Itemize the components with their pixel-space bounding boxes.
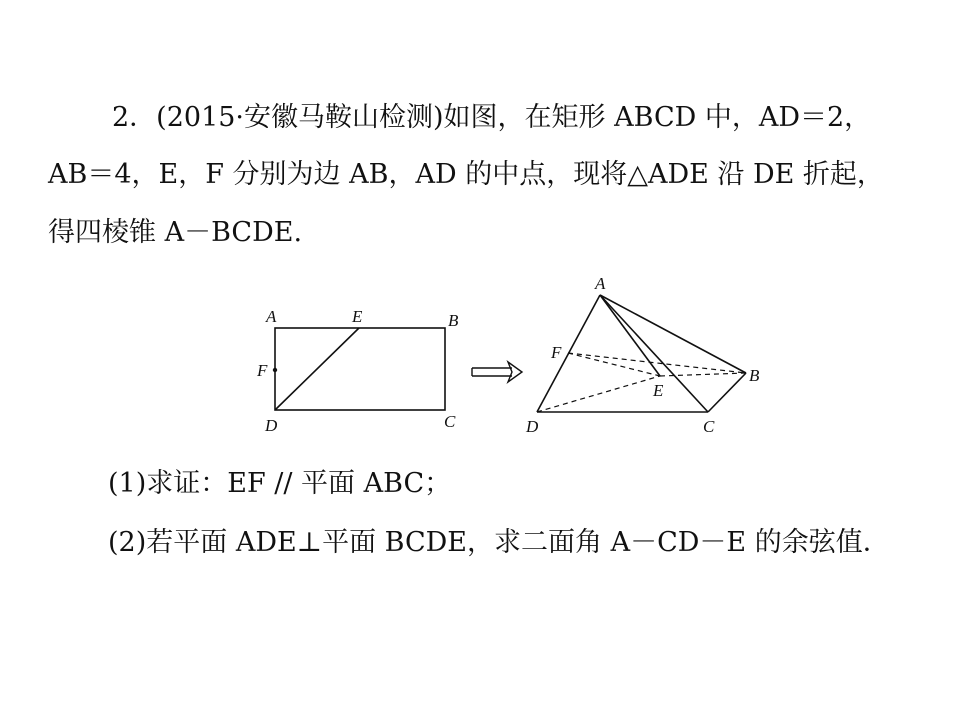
problem-line-2: AB＝4，E，F 分别为边 AB，AD 的中点，现将△ADE 沿 DE 折起， bbox=[48, 159, 884, 190]
label-e-right: E bbox=[653, 381, 664, 400]
label-d-right: D bbox=[526, 417, 539, 436]
label-a-left: A bbox=[266, 307, 277, 326]
label-d-left: D bbox=[265, 416, 278, 435]
question-2: (2)若平面 ADE⊥平面 BCDE，求二面角 A－CD－E 的余弦值． bbox=[108, 527, 890, 558]
problem-line-1: 2．(2015·安徽马鞍山检测)如图，在矩形 ABCD 中，AD＝2， bbox=[112, 102, 872, 133]
segment-de bbox=[275, 328, 359, 410]
edge-ae bbox=[600, 295, 660, 376]
edge-ab bbox=[600, 295, 746, 373]
question-1: (1)求证：EF // 平面 ABC； bbox=[108, 468, 452, 499]
pyramid-figure bbox=[525, 274, 760, 436]
label-c-left: C bbox=[444, 412, 456, 431]
label-b-right: B bbox=[749, 366, 760, 385]
dashed-de bbox=[537, 376, 660, 412]
label-b-left: B bbox=[448, 311, 459, 330]
label-a-right: A bbox=[595, 274, 606, 293]
problem-line-3: 得四棱锥 A－BCDE. bbox=[48, 217, 303, 248]
label-f-left: F bbox=[257, 361, 268, 380]
label-c-right: C bbox=[703, 417, 715, 436]
rectangle-figure bbox=[256, 307, 459, 435]
edge-cb bbox=[708, 373, 746, 412]
point-f bbox=[273, 368, 277, 372]
label-e-left: E bbox=[352, 307, 363, 326]
arrow-icon bbox=[472, 362, 522, 382]
rectangle-abcd bbox=[275, 328, 445, 410]
label-f-right: F bbox=[551, 343, 562, 362]
